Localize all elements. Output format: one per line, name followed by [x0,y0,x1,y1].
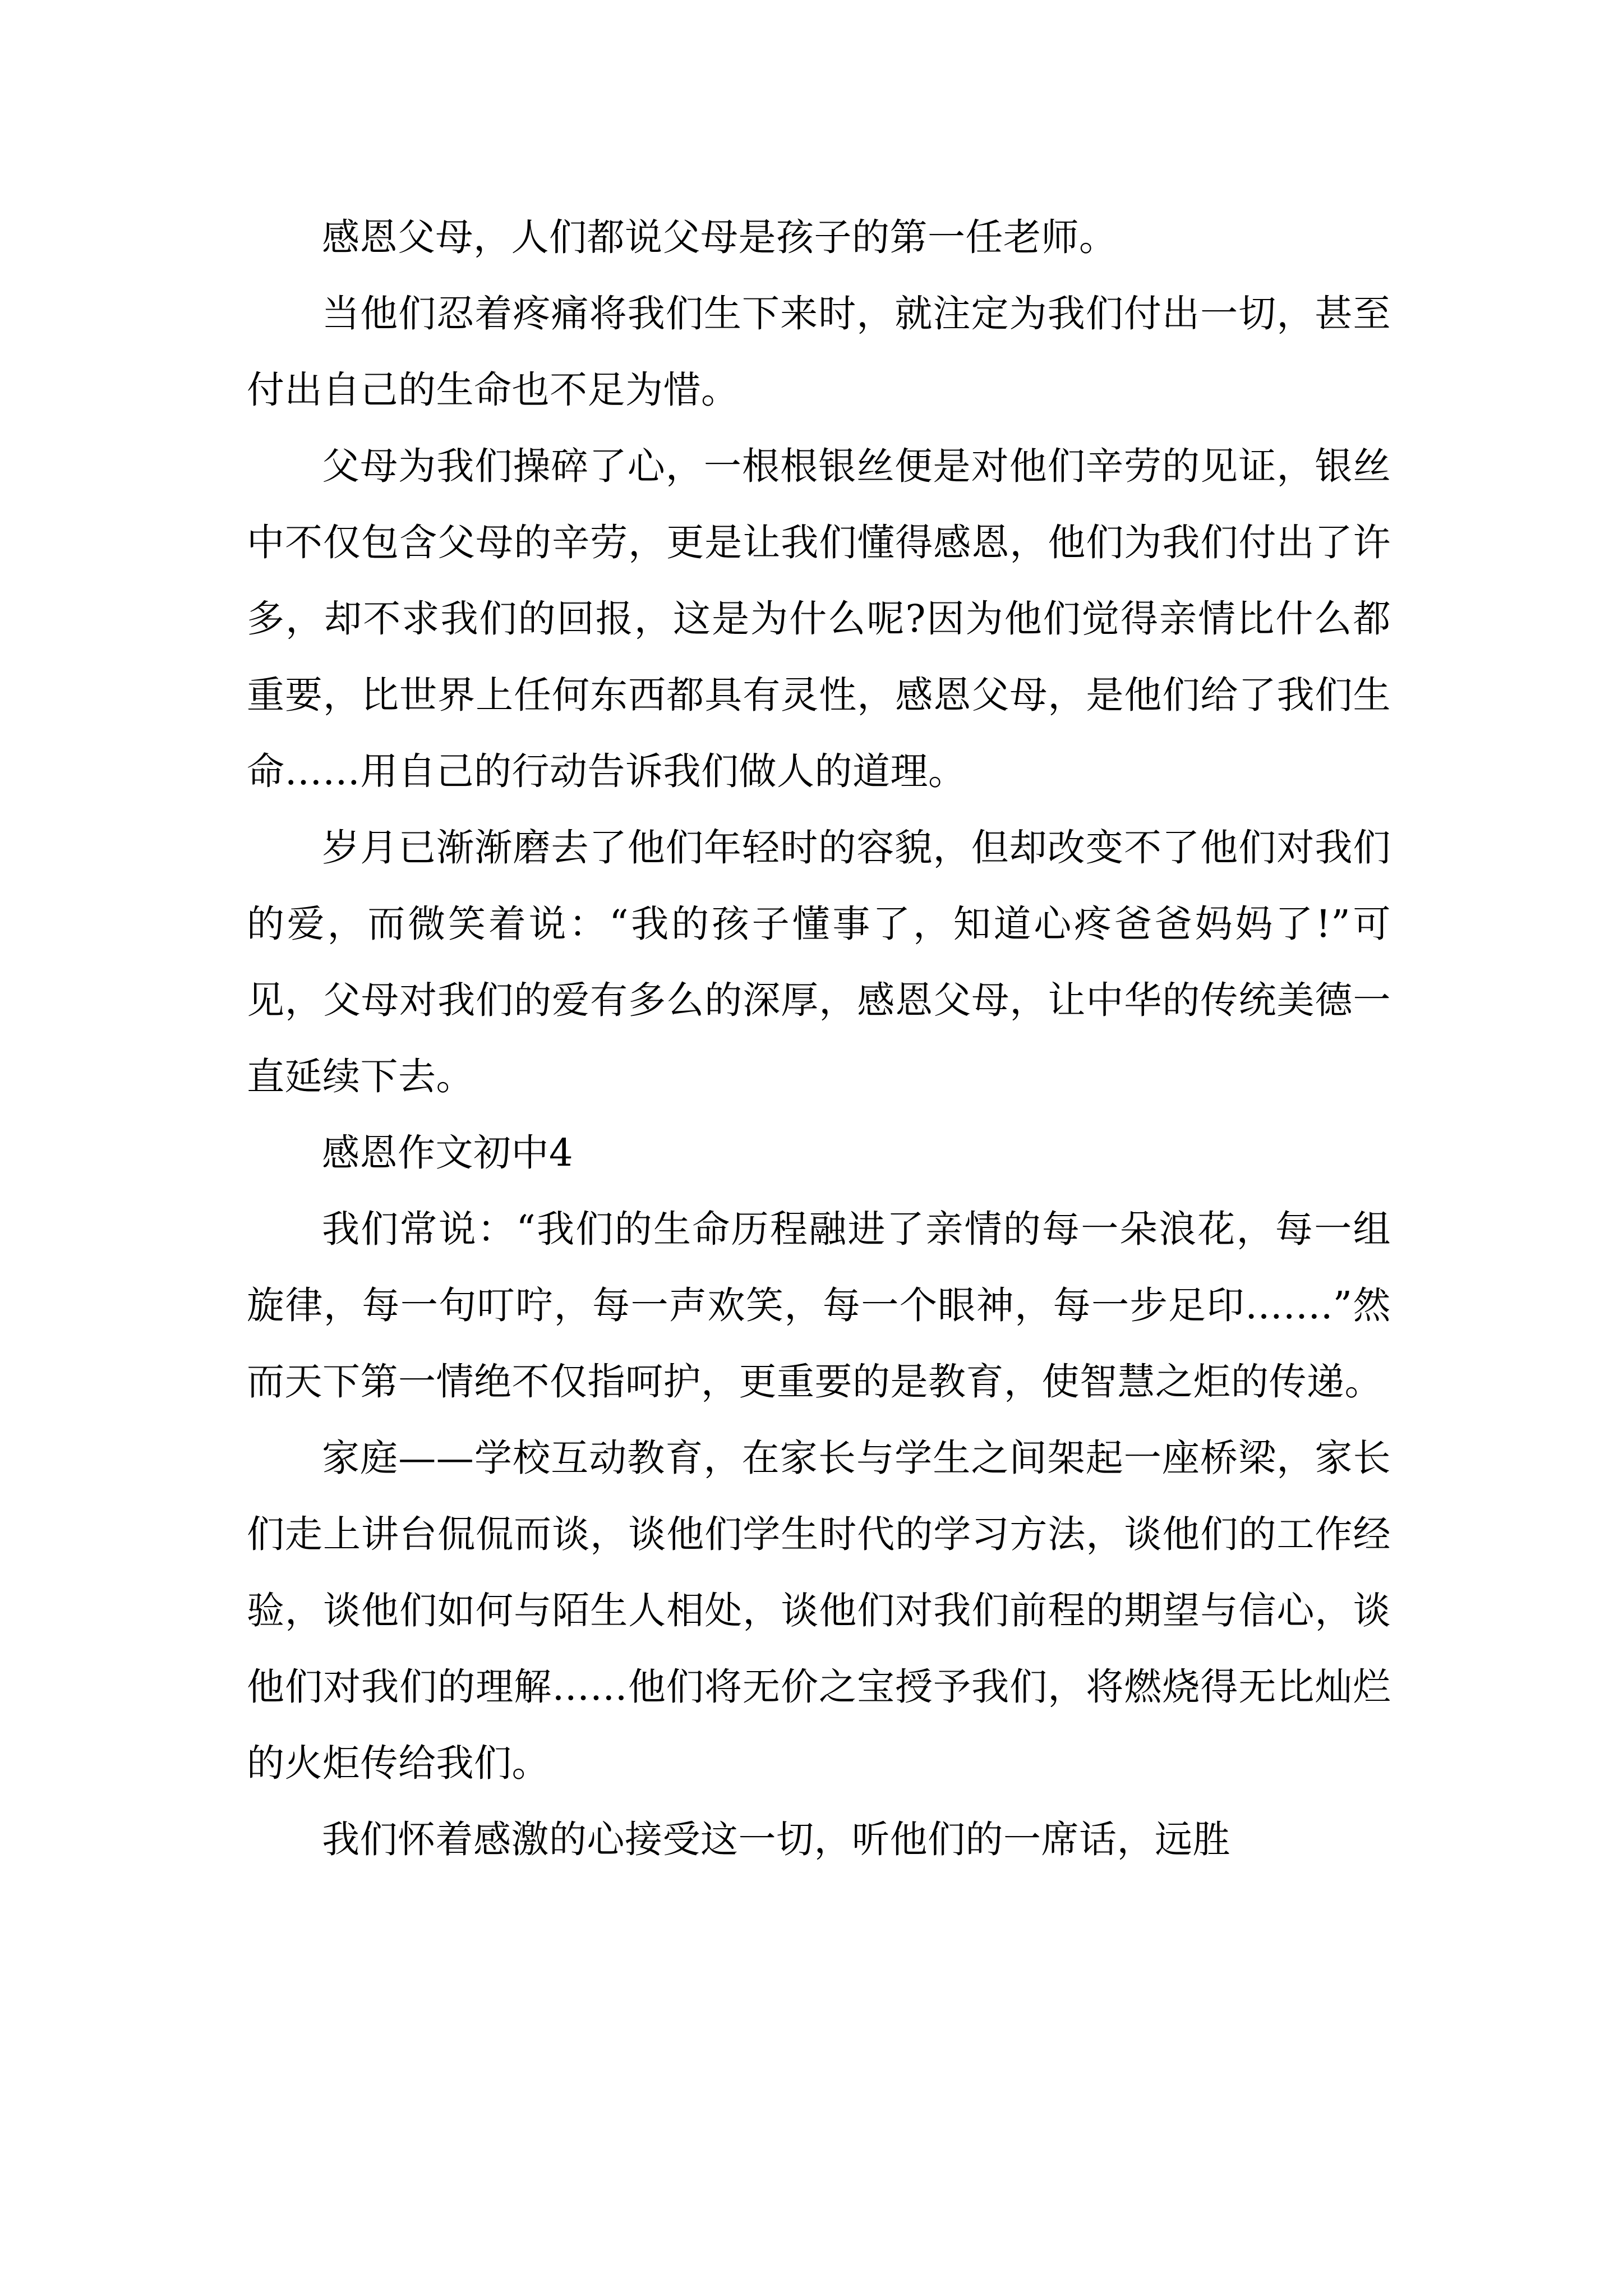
paragraph-2: 当他们忍着疼痛将我们生下来时，就注定为我们付出一切，甚至付出自己的生命也不足为惜。 [247,292,1391,412]
paragraph-5: 我们常说：“我们的生命历程融进了亲情的每一朵浪花，每一组旋律，每一句叮咛，每一声欢笑，每一个眼神，每一步足印…….”然而天下第一情绝不仅指呵护，更重要的是教育，使智慧之炬的传递。 [247,1207,1391,1404]
paragraph-4: 岁月已渐渐磨去了他们年轻时的容貌，但却改变不了他们对我们的爱，而微笑着说：“我的孩子懂事了，知道心疼爸爸妈妈了!”可见，父母对我们的爱有多么的深厚，感恩父母，让中华的传统美德一直延续下去。 [247,826,1391,1098]
paragraph-7: 我们怀着感激的心接受这一切，听他们的一席话，远胜 [322,1818,1230,1861]
document-page [247,199,1391,1878]
paragraph-1: 感恩父母，人们都说父母是孩子的第一任老师。 [322,215,1117,259]
section-heading: 感恩作文初中4 [322,1131,574,1175]
paragraph-3: 父母为我们操碎了心，一根根银丝便是对他们辛劳的见证，银丝中不仅包含父母的辛劳，更是让我们懂得感恩，他们为我们付出了许多，却不求我们的回报，这是为什么呢?因为他们觉得亲情比什么都重要，比世界上任何东西都具有灵性，感恩父母，是他们给了我们生命……用自己的行动告诉我们做人的道理。 [247,444,1391,793]
paragraph-6: 家庭——学校互动教育，在家长与学生之间架起一座桥梁，家长们走上讲台侃侃而谈，谈他们学生时代的学习方法，谈他们的工作经验，谈他们如何与陌生人相处，谈他们对我们前程的期望与信心，谈他们对我们的理解……他们将无价之宝授予我们，将燃烧得无比灿烂的火炬传给我们。 [247,1436,1391,1785]
